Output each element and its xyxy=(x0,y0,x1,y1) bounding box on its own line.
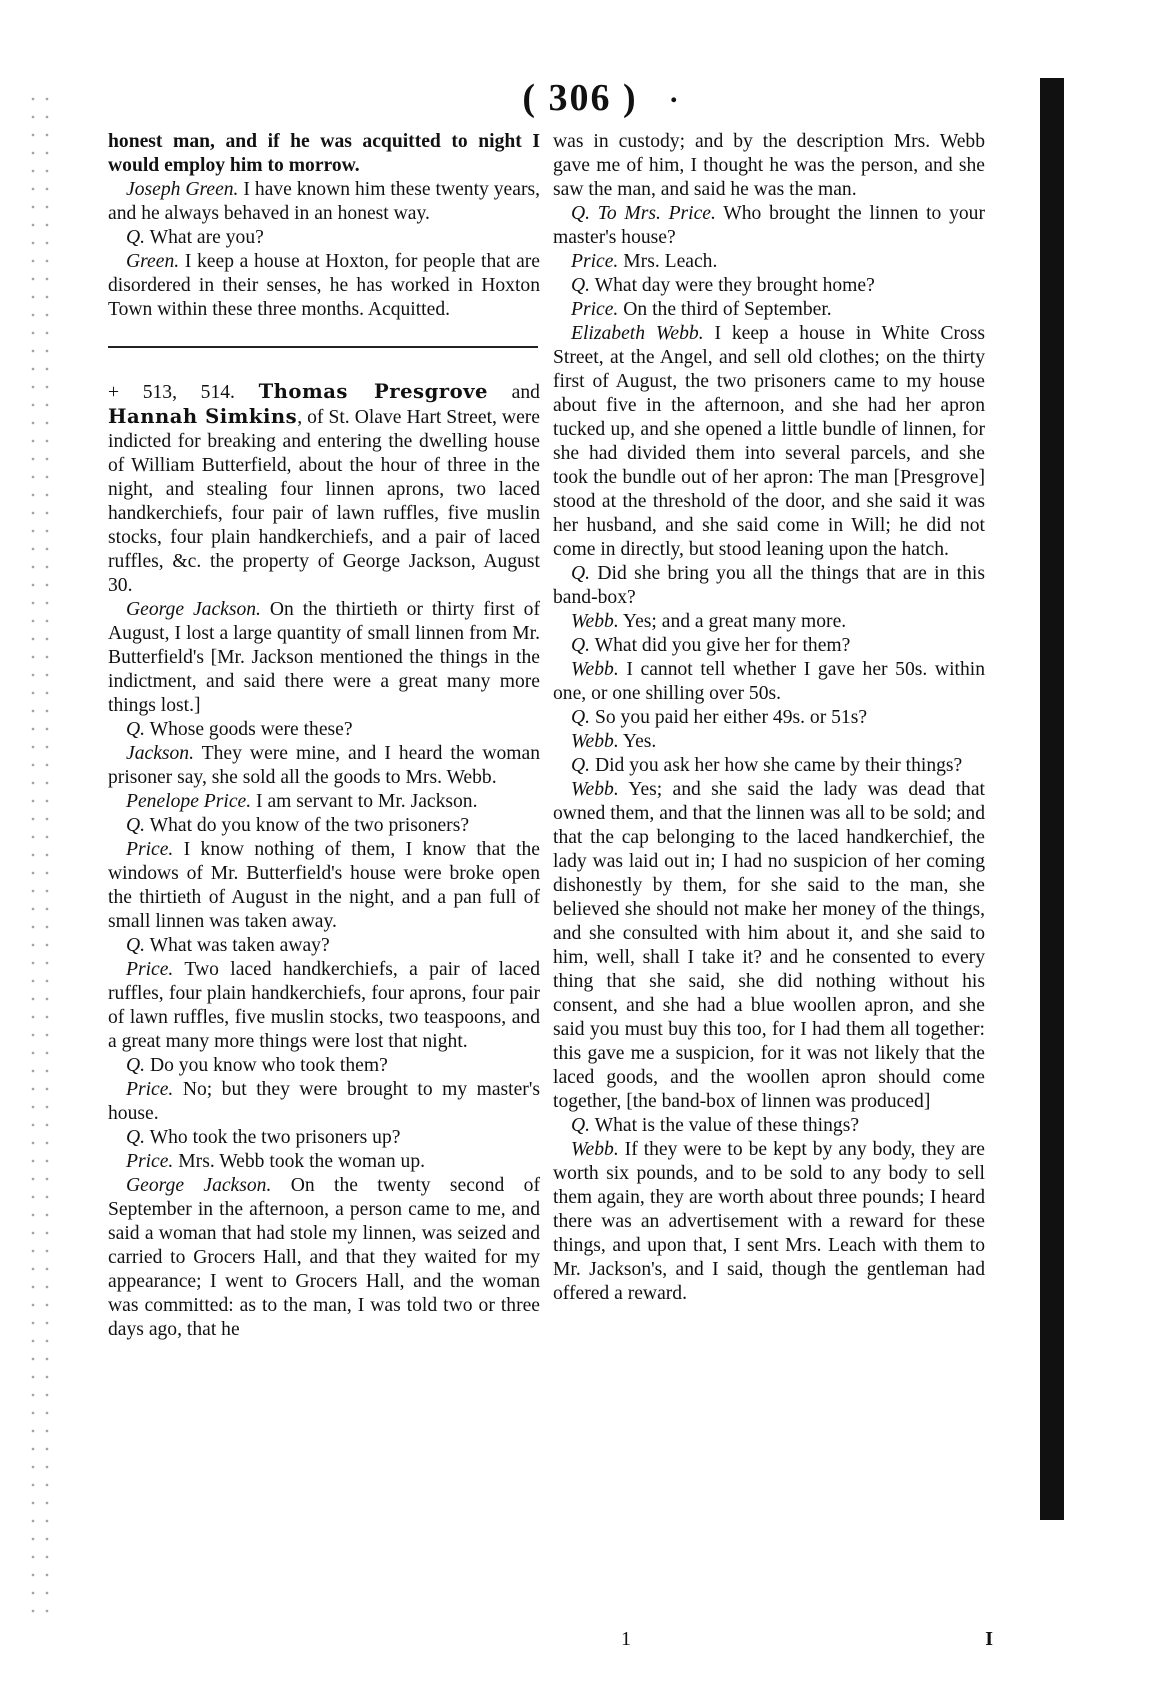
paragraph-text: was in custody; and by the description Mrs. Webb gave me of him, I thought he was the person, and she saw the man, and said he was the man. xyxy=(553,131,985,200)
paragraph xyxy=(108,1150,540,1174)
speaker-name: Price. xyxy=(126,1079,174,1100)
footer-catchwords xyxy=(553,1628,993,1656)
paragraph-text: What day were they brought home? xyxy=(590,275,875,296)
paragraph-text: Did she bring you all the things that are in this band-box? xyxy=(553,563,985,608)
speaker-name: Webb. xyxy=(571,611,619,632)
paragraph xyxy=(553,1114,985,1138)
paragraph xyxy=(108,742,540,790)
paragraph-text: I know nothing of them, I know that the windows of Mr. Butterfield's house were broke open the thirtieth of August in the night, and a pan full of small linnen was taken away. xyxy=(108,839,540,932)
paragraph-text: Who brought the linnen to your master's house? xyxy=(553,203,985,248)
speaker-name: Price. xyxy=(126,959,174,980)
paragraph-text: Yes. xyxy=(618,731,657,752)
defendant-name: Thomas Presgrove xyxy=(258,380,489,403)
speaker-name: Q. To Mrs. Price. xyxy=(571,203,716,224)
paragraph xyxy=(108,1174,540,1342)
paragraph xyxy=(553,634,985,658)
paragraph-text: What are you? xyxy=(145,227,264,248)
speaker-name: Webb. xyxy=(571,659,619,680)
paragraph xyxy=(553,274,985,298)
paragraph-text: I keep a house at Hoxton, for people that are disordered in their senses, he has worked in Hoxton Town within these three months. Acquitted. xyxy=(108,251,540,320)
speaker-name: Q. xyxy=(126,1127,146,1148)
paragraph xyxy=(108,1054,540,1078)
paragraph xyxy=(108,814,540,838)
paragraph xyxy=(553,202,985,250)
page-edge-speckle xyxy=(26,90,54,1620)
speaker-name: Q. xyxy=(571,635,591,656)
paragraph xyxy=(108,838,540,934)
paragraph-text: If they were to be kept by any body, they are worth six pounds, and to be sold to any body to sell them again, they are worth about three pounds; I heard there was an advertisement with a reward for these things, and upon that, I sent Mrs. Leach with them to Mr. Jackson's, and I said, though the gentleman had offered a reward. xyxy=(553,1139,985,1304)
speaker-name: George Jackson. xyxy=(126,599,261,620)
paragraph-text: Mrs. Webb took the woman up. xyxy=(173,1151,426,1172)
right-column xyxy=(553,130,985,1306)
paragraph-text: Two laced handkerchiefs, a pair of laced ruffles, four plain handkerchiefs, four aprons, four pair of lawn ruffles, five muslin stocks, two teaspoons, and a great many more things were lost that night. xyxy=(108,959,540,1052)
paragraph-text: They were mine, and I heard the woman prisoner say, she sold all the goods to Mrs. Webb. xyxy=(108,743,540,788)
speaker-name: Jackson. xyxy=(126,743,195,764)
speaker-name: Q. xyxy=(571,563,591,584)
speaker-name: Q. xyxy=(126,935,146,956)
speaker-name: Q. xyxy=(126,1055,146,1076)
paragraph-text: I cannot tell whether I gave her 50s. within one, or one shilling over 50s. xyxy=(553,659,985,704)
paragraph xyxy=(553,130,985,202)
speaker-name: Price. xyxy=(571,251,619,272)
paragraph xyxy=(108,1078,540,1126)
paragraph xyxy=(108,250,540,322)
paragraph xyxy=(108,598,540,718)
left-column xyxy=(108,130,540,1342)
paragraph xyxy=(553,706,985,730)
conjunction: and xyxy=(488,382,540,403)
paragraph-text: On the third of September. xyxy=(618,299,832,320)
speaker-name: Elizabeth Webb. xyxy=(571,323,704,344)
paragraph xyxy=(553,250,985,274)
paragraph xyxy=(108,1126,540,1150)
paragraph-text: What is the value of these things? xyxy=(590,1115,860,1136)
paragraph-text: Yes; and she said the lady was dead that owned them, and that the linnen was all to be sold; and that the cap belonging to the laced handkerchief, the lady was laid out in; I had no suspicion of her coming dishonestly by them, for she said to the man, she believed she should not make her money of the things, and she consulted with him about it, and she said to him, well, shall I take it? and he consented to every thing that she said, she did nothing without his consent, and she had a blue woollen apron, and she said you must buy this too, for I had them all together: this gave me a suspicion, for it was not likely that the laced goods, and the woollen apron should come together, [the band-box of linnen was produced] xyxy=(553,779,985,1112)
paragraph xyxy=(553,1138,985,1306)
page-number xyxy=(480,76,680,120)
speaker-name: Q. xyxy=(571,1115,591,1136)
speaker-name: Webb. xyxy=(571,779,619,800)
paragraph-text: Yes; and a great many more. xyxy=(618,611,847,632)
scan-edge-bar xyxy=(1040,78,1064,1520)
speaker-name: Q. xyxy=(571,275,591,296)
speaker-name: Green. xyxy=(126,251,180,272)
signature-mark: 1 xyxy=(621,1628,631,1650)
paragraph-text: Did you ask her how she came by their things? xyxy=(590,755,963,776)
speaker-name: Webb. xyxy=(571,731,619,752)
paragraph-text: Mrs. Leach. xyxy=(618,251,718,272)
paragraph xyxy=(553,754,985,778)
speaker-name: Price. xyxy=(126,839,174,860)
paragraph xyxy=(553,730,985,754)
paragraph xyxy=(553,298,985,322)
defendant-name: Hannah Simkins xyxy=(108,405,298,428)
paragraph-text: I have known him these twenty years, and he always behaved in an honest way. xyxy=(108,179,540,224)
case-number: + 513, 514. xyxy=(108,382,259,403)
paragraph xyxy=(108,718,540,742)
paragraph xyxy=(108,226,540,250)
paragraph-text: What was taken away? xyxy=(145,935,330,956)
paragraph xyxy=(553,610,985,634)
paragraph xyxy=(108,790,540,814)
paragraph-text: Who took the two prisoners up? xyxy=(145,1127,401,1148)
speaker-name: Q. xyxy=(126,719,146,740)
speaker-name: Price. xyxy=(571,299,619,320)
paragraph-text: What do you know of the two prisoners? xyxy=(145,815,470,836)
paragraph xyxy=(108,130,540,178)
paragraph xyxy=(553,778,985,1114)
paragraph-text: On the thirtieth or thirty first of August, I lost a large quantity of small linnen from Mr. Butterfield's [Mr. Jackson mentioned the things in the indictment, and said there were a great many more things lost.] xyxy=(108,599,540,716)
paragraph xyxy=(108,380,540,598)
speaker-name: Price. xyxy=(126,1151,174,1172)
paragraph xyxy=(108,178,540,226)
speaker-name: Webb. xyxy=(571,1139,619,1160)
paragraph xyxy=(553,562,985,610)
speaker-name: Q. xyxy=(126,815,146,836)
paragraph-text: I am servant to Mr. Jackson. xyxy=(251,791,478,812)
paragraph-text: What did you give her for them? xyxy=(590,635,851,656)
paragraph xyxy=(108,958,540,1054)
paragraph-text: , of St. Olave Hart Street, were indicted for breaking and entering the dwelling house of William Butterfield, about the hour of three in the night, and stealing four linnen aprons, two laced handkerchiefs, four pair of lawn ruffles, five muslin stocks, four plain handkerchiefs, and a pair of laced ruffles, &c. the property of George Jackson, August 30. xyxy=(108,407,540,596)
paragraph xyxy=(108,934,540,958)
paragraph-text: On the twenty second of September in the afternoon, a person came to me, and said a woman that had stole my linnen, was seized and carried to Grocers Hall, and that they waited for my appearance; I went to Grocers Hall, and the woman was committed: as to the man, I was told two or three days ago, that he xyxy=(108,1175,540,1340)
speaker-name: Joseph Green. xyxy=(126,179,239,200)
paragraph xyxy=(553,322,985,562)
paragraph-text: No; but they were brought to my master's house. xyxy=(108,1079,540,1124)
paragraph xyxy=(553,658,985,706)
speaker-name: Q. xyxy=(571,755,591,776)
speaker-name: Penelope Price. xyxy=(126,791,252,812)
speaker-name: Q. xyxy=(571,707,591,728)
catchword: I xyxy=(985,1628,993,1650)
speaker-name: Q. xyxy=(126,227,146,248)
paragraph-text: honest man, and if he was acquitted to night I would employ him to morrow. xyxy=(108,131,540,176)
paragraph-text: Do you know who took them? xyxy=(145,1055,388,1076)
speaker-name: George Jackson. xyxy=(126,1175,272,1196)
page-mark: . xyxy=(670,76,680,109)
section-divider xyxy=(108,346,538,348)
paragraph-text: I keep a house in White Cross Street, at the Angel, and sell old clothes; on the thirty first of August, the two prisoners came to my house about five in the afternoon, and she had her apron tucked up, and she opened a little bundle of linnen, for she had divided them into several parcels, and she took the bundle out of her apron: The man [Presgrove] stood at the threshold of the door, and she said it was her husband, and she said come in Will; he did not come in directly, but stood leaning upon the hatch. xyxy=(553,323,985,560)
paragraph-text: So you paid her either 49s. or 51s? xyxy=(590,707,868,728)
paragraph-text: Whose goods were these? xyxy=(145,719,353,740)
page-number-text: ( 306 ) xyxy=(522,77,638,119)
